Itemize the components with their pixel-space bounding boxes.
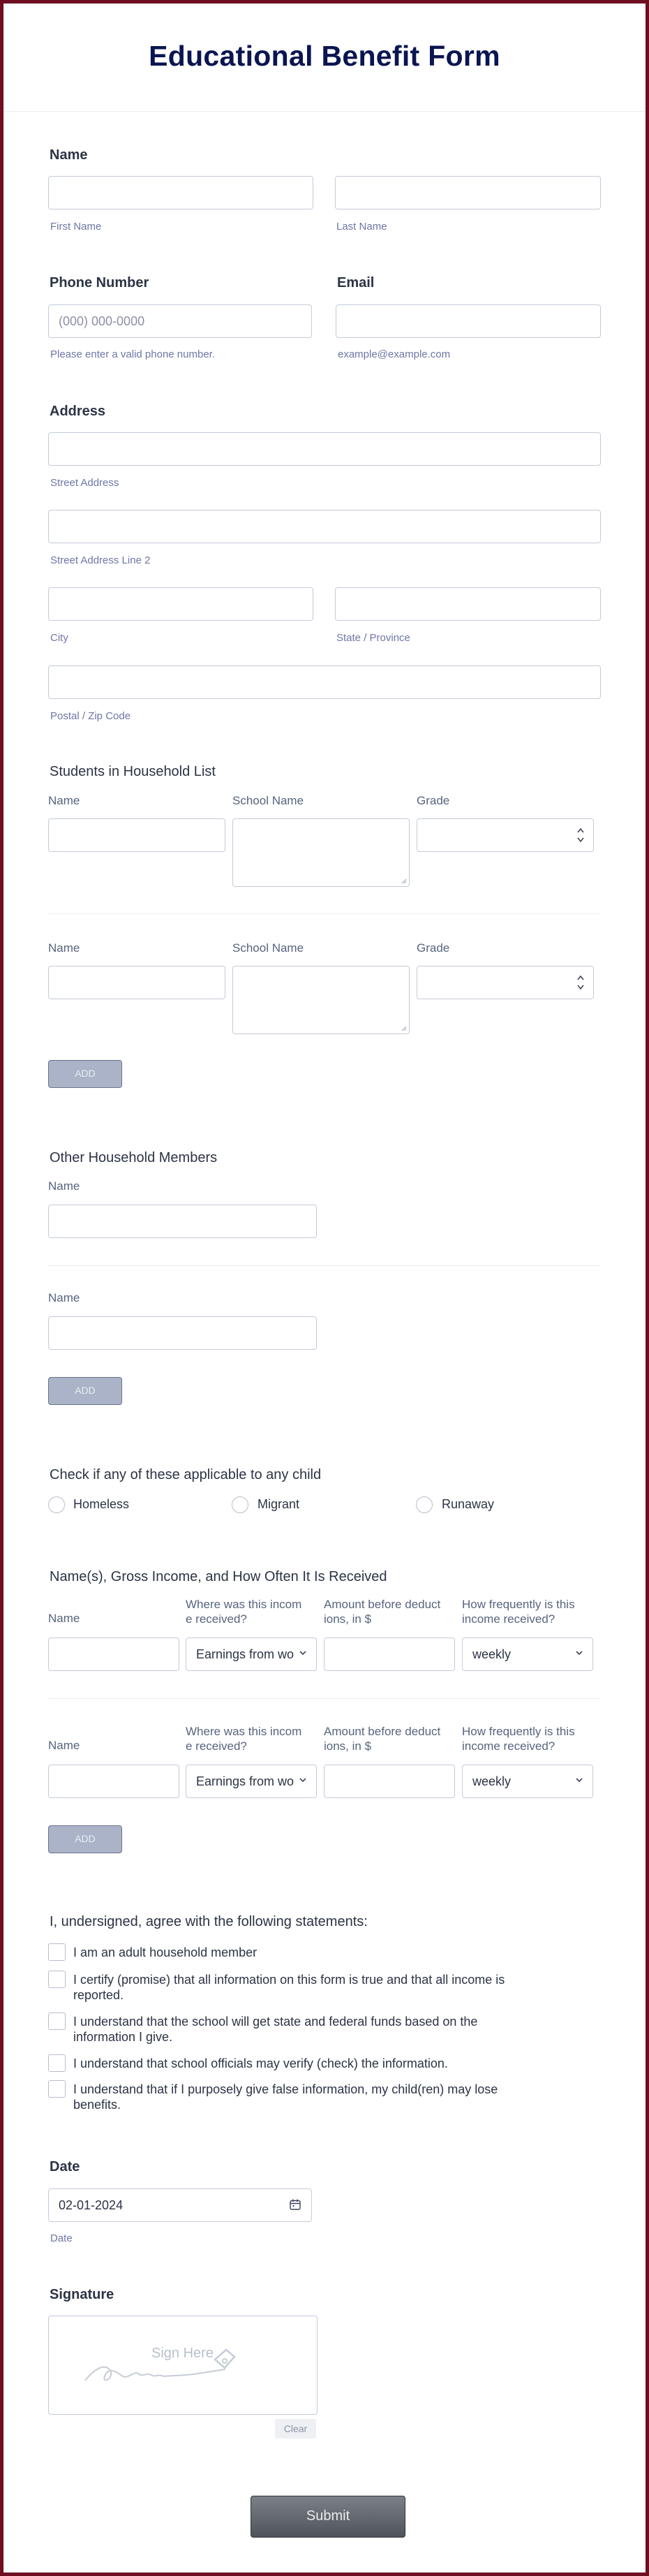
agree-certify-checkbox[interactable] (48, 1971, 66, 1988)
student-name-input-2[interactable] (48, 966, 225, 999)
income-where-select-2[interactable] (186, 1765, 317, 1798)
income-col-where-line2: e received? (186, 1612, 247, 1626)
income-col-where-line1: Where was this incom (186, 1598, 302, 1611)
email-label: Email (337, 275, 375, 290)
last-name-input[interactable] (335, 176, 601, 209)
chevron-down-icon (298, 1648, 308, 1658)
income-col-where-line2: e received? (186, 1739, 247, 1753)
submit-button[interactable]: Submit (251, 2496, 405, 2538)
agree-certify-line1: I certify (promise) that all information on this form is true and that all income is (73, 1973, 505, 1987)
students-col-school: School Name (232, 794, 304, 807)
income-where-value: Earnings from wo (196, 1647, 294, 1661)
signature-placeholder: Sign Here (151, 2346, 214, 2361)
student-grade-spinner[interactable] (417, 818, 594, 852)
postal-code-sublabel: Postal / Zip Code (50, 710, 131, 722)
household-divider (47, 1265, 600, 1266)
agree-false-info-line2: benefits. (73, 2098, 121, 2112)
applicable-label: Check if any of these applicable to any child (50, 1467, 322, 1482)
students-add-button[interactable]: ADD (48, 1060, 122, 1088)
phone-label: Phone Number (50, 275, 149, 290)
date-label: Date (50, 2159, 80, 2174)
income-col-where (186, 1597, 301, 1626)
household-name-input-2[interactable] (48, 1316, 317, 1350)
household-add-button[interactable]: ADD (48, 1377, 122, 1405)
street-address-input[interactable] (48, 432, 601, 466)
email-sublabel: example@example.com (338, 348, 451, 360)
students-label: Students in Household List (50, 764, 216, 779)
state-input[interactable] (335, 587, 601, 621)
income-col-frequency-line1: How frequently is this (462, 1725, 575, 1738)
agree-adult-text: I am an adult household member (73, 1945, 258, 1959)
date-sublabel: Date (50, 2232, 73, 2244)
student-grade-spinner-2[interactable] (417, 966, 594, 999)
income-frequency-value: weekly (472, 1647, 512, 1661)
agree-funds-line2: information I give. (73, 2030, 173, 2044)
income-col-amount-line1: Amount before deduct (324, 1725, 441, 1738)
city-input[interactable] (48, 587, 313, 621)
street-address-line2-sublabel: Street Address Line 2 (50, 554, 151, 566)
last-name-sublabel: Last Name (336, 221, 387, 233)
students-col-grade-2: Grade (417, 941, 450, 955)
income-frequency-value-2: weekly (472, 1774, 512, 1788)
agree-certify-line2: reported. (73, 1988, 124, 2002)
agreement-label: I, undersigned, agree with the following statements: (50, 1914, 368, 1929)
signature-pad[interactable] (48, 2316, 318, 2415)
agree-verify-text: I understand that school officials may verify (check) the information. (73, 2056, 448, 2070)
income-col-amount-2 (324, 1724, 440, 1753)
income-col-name: Name (48, 1612, 80, 1625)
students-divider (47, 913, 600, 914)
income-name-input-2[interactable] (48, 1765, 179, 1798)
street-address-line2-input[interactable] (48, 510, 601, 543)
date-input[interactable] (48, 2188, 312, 2222)
household-name-input[interactable] (48, 1205, 317, 1238)
income-col-amount-line2: ions, in $ (324, 1739, 372, 1753)
first-name-input[interactable] (48, 176, 313, 209)
homeless-option-label: Homeless (73, 1497, 130, 1511)
phone-placeholder: (000) 000-0000 (59, 314, 145, 328)
city-sublabel: City (50, 632, 68, 644)
address-label: Address (50, 404, 106, 419)
form-title: Educational Benefit Form (149, 40, 500, 72)
chevron-down-icon (298, 1775, 308, 1785)
agree-false-info-checkbox[interactable] (48, 2080, 66, 2098)
agree-certify-text (73, 1972, 505, 2003)
income-col-where-line1: Where was this incom (186, 1725, 302, 1738)
date-value: 02-01-2024 (59, 2198, 124, 2212)
agree-verify-checkbox[interactable] (48, 2054, 66, 2072)
signature-clear-button[interactable]: Clear (275, 2419, 316, 2438)
income-frequency-select[interactable] (462, 1637, 593, 1671)
resize-grip-icon[interactable] (400, 877, 407, 884)
income-col-frequency-2 (462, 1724, 575, 1753)
income-col-amount (324, 1597, 440, 1626)
chevron-down-icon (574, 1648, 584, 1658)
runaway-option-label: Runaway (442, 1497, 495, 1511)
income-amount-input-2[interactable] (324, 1765, 455, 1798)
signature-scribble-icon (82, 2346, 292, 2387)
income-col-name-2: Name (48, 1739, 80, 1752)
income-col-where-2 (186, 1724, 301, 1753)
postal-code-input[interactable] (48, 665, 601, 699)
calendar-icon[interactable] (289, 2198, 301, 2211)
students-col-grade: Grade (417, 794, 450, 807)
email-input[interactable] (336, 304, 601, 338)
agree-funds-text (73, 2014, 477, 2045)
income-divider (47, 1698, 600, 1699)
agree-false-info-line1: I understand that if I purposely give false information, my child(ren) may lose (73, 2082, 498, 2096)
street-address-sublabel: Street Address (50, 477, 119, 489)
phone-input[interactable] (48, 304, 312, 338)
income-col-frequency-line2: income received? (462, 1739, 555, 1753)
form-header (3, 3, 646, 112)
first-name-sublabel: First Name (50, 221, 102, 233)
household-col-name-2: Name (48, 1291, 80, 1304)
income-col-frequency-line1: How frequently is this (462, 1598, 575, 1611)
agree-adult-checkbox[interactable] (48, 1943, 66, 1961)
phone-sublabel: Please enter a valid phone number. (50, 348, 215, 360)
income-label: Name(s), Gross Income, and How Often It Is Received (50, 1569, 387, 1584)
students-col-name: Name (48, 794, 80, 807)
income-amount-input[interactable] (324, 1637, 455, 1671)
student-name-input[interactable] (48, 818, 225, 852)
spinner-arrows-icon[interactable] (576, 973, 585, 992)
agree-funds-line1: I understand that the school will get state and federal funds based on the (73, 2015, 478, 2029)
income-col-frequency-line2: income received? (462, 1612, 555, 1626)
income-where-select[interactable] (186, 1637, 317, 1671)
income-col-amount-line1: Amount before deduct (324, 1598, 441, 1611)
students-col-school-2: School Name (232, 941, 304, 955)
agree-funds-checkbox[interactable] (48, 2012, 66, 2030)
migrant-radio[interactable] (232, 1496, 248, 1513)
income-col-frequency (462, 1597, 575, 1626)
homeless-radio[interactable] (48, 1496, 65, 1513)
signature-label: Signature (50, 2287, 114, 2302)
household-col-name: Name (48, 1179, 80, 1193)
student-school-textarea-2[interactable] (232, 966, 410, 1034)
students-col-name-2: Name (48, 941, 80, 955)
income-add-button[interactable]: ADD (48, 1825, 122, 1853)
income-frequency-select-2[interactable] (462, 1765, 593, 1798)
household-label: Other Household Members (50, 1150, 218, 1165)
state-sublabel: State / Province (336, 632, 410, 644)
student-school-textarea[interactable] (232, 818, 410, 887)
spinner-arrows-icon[interactable] (576, 826, 585, 844)
chevron-down-icon (574, 1775, 584, 1785)
runaway-radio[interactable] (416, 1496, 433, 1513)
income-name-input[interactable] (48, 1637, 179, 1671)
income-col-amount-line2: ions, in $ (324, 1612, 372, 1626)
migrant-option-label: Migrant (258, 1497, 300, 1511)
agree-false-info-text (73, 2082, 498, 2112)
resize-grip-icon[interactable] (400, 1024, 407, 1031)
name-label: Name (50, 147, 88, 163)
income-where-value-2: Earnings from wo (196, 1774, 294, 1788)
